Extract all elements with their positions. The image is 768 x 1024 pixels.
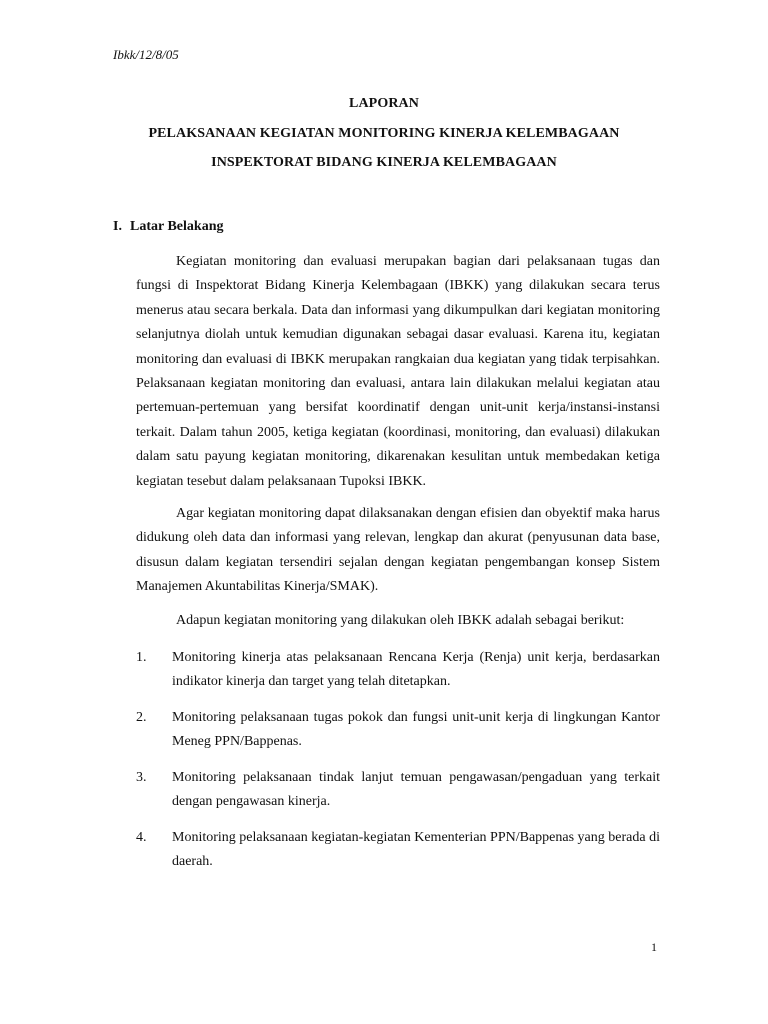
list-item-text: Monitoring pelaksanaan kegiatan-kegiatan Kementerian PPN/Bappenas yang berada di daerah. — [172, 830, 660, 870]
list-item-text: Monitoring pelaksanaan tindak lanjut temuan pengawasan/pengaduan yang terkait dengan pengawasan kinerja. — [172, 770, 660, 810]
paragraph-list-intro: Adapun kegiatan monitoring yang dilakukan oleh IBKK adalah sebagai berikut: — [176, 613, 625, 628]
section-heading — [113, 219, 223, 235]
list-item-number: 3. — [136, 770, 147, 785]
report-organization: INSPEKTORAT BIDANG KINERJA KELEMBAGAAN — [211, 155, 557, 170]
list-item-number: 4. — [136, 830, 147, 845]
list-item-text: Monitoring pelaksanaan tugas pokok dan fungsi unit-unit kerja di lingkungan Kantor Meneg PPN/Bappenas. — [172, 710, 660, 750]
report-subtitle: PELAKSANAAN KEGIATAN MONITORING KINERJA KELEMBAGAAN — [148, 126, 620, 141]
list-item — [136, 766, 660, 815]
list-item-number: 2. — [136, 710, 147, 725]
section-number: I. — [113, 219, 122, 234]
list-item-text: Monitoring kinerja atas pelaksanaan Rencana Kerja (Renja) unit kerja, berdasarkan indikator kinerja dan target yang telah ditetapkan. — [172, 650, 660, 690]
paragraph-background: Kegiatan monitoring dan evaluasi merupakan bagian dari pelaksanaan tugas dan fungsi di Inspektorat Bidang Kinerja Kelembagaan (IBKK) yang dilakukan secara terus menerus atau secara berkala. Data dan informasi yang dikumpulkan dari kegiatan monitoring selanjutnya diolah untuk kemudian digunakan sebagai dasar evaluasi. Karena itu, kegiatan monitoring dan evaluasi di IBKK merupakan rangkaian dua kegiatan yang tidak terpisahkan. Pelaksanaan kegiatan monitoring dan evaluasi, antara lain dilakukan melalui kegiatan atau pertemuan-pertemuan yang bersifat koordinatif dengan unit-unit kerja/instansi-instansi terkait. Dalam tahun 2005, ketiga kegiatan (koordinasi, monitoring, dan evaluasi) dilakukan dalam satu payung kegiatan monitoring, dikarenakan kesulitan untuk membedakan ketiga kegiatan tesebut dalam pelaksanaan Tupoksi IBKK. — [136, 254, 660, 489]
list-item — [136, 646, 660, 695]
document-reference-code: Ibkk/12/8/05 — [113, 47, 179, 62]
list-item — [136, 826, 660, 875]
list-item — [136, 706, 660, 755]
report-title: LAPORAN — [349, 96, 419, 111]
section-title: Latar Belakang — [130, 219, 224, 234]
paragraph-data-support: Agar kegiatan monitoring dapat dilaksanakan dengan efisien dan obyektif maka harus didukung oleh data dan informasi yang relevan, lengkap dan akurat (penyusunan data base, disusun dalam kegiatan tersendiri sejalan dengan kegiatan pengembangan konsep Sistem Manajemen Akuntabilitas Kinerja/SMAK). — [136, 506, 660, 595]
list-item-number: 1. — [136, 650, 147, 665]
page-number: 1 — [651, 940, 657, 954]
